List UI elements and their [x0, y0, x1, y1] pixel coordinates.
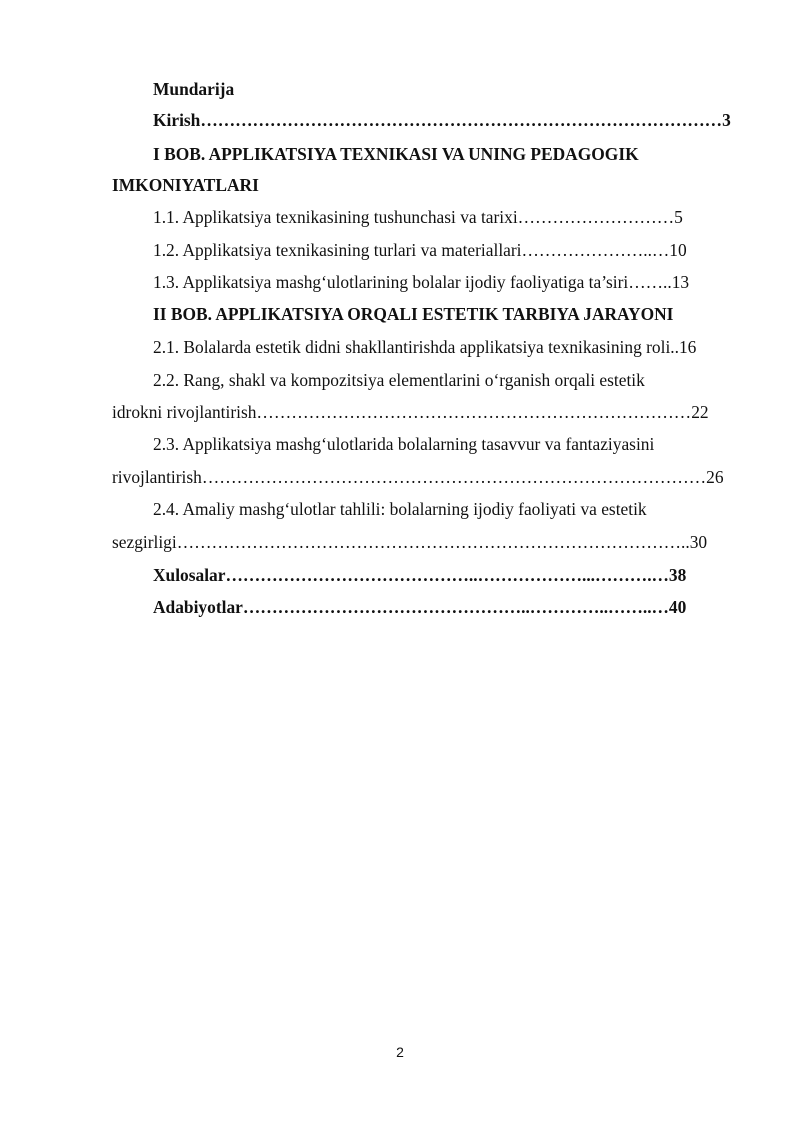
toc-entry-section-2-2: 2.2. Rang, shakl va kompozitsiya elementlarini o‘rganish orqali estetik [153, 370, 645, 390]
toc-entry-adabiyotlar: Adabiyotlar…………………………………………..…………..……..…40 [153, 597, 687, 617]
toc-entry-section-2-3: 2.3. Applikatsiya mashg‘ulotlarida bolalarning tasavvur va fantaziyasini [153, 434, 655, 454]
toc-entry-chapter-1-continued: IMKONIYATLARI [112, 175, 259, 195]
toc-heading: Mundarija [153, 79, 235, 99]
toc-entry-chapter-1: I BOB. APPLIKATSIYA TEXNIKASI VA UNING PEDAGOGIK [153, 144, 639, 164]
toc-entry-section-1-3: 1.3. Applikatsiya mashg‘ulotlarining bolalar ijodiy faoliyatiga ta’siri……..13 [153, 272, 690, 292]
toc-entry-section-2-4-continued: sezgirligi……………………………………………………………………………..30 [112, 532, 708, 552]
toc-entry-section-2-4: 2.4. Amaliy mashg‘ulotlar tahlili: bolalarning ijodiy faoliyati va estetik [153, 499, 647, 519]
toc-entry-xulosalar: Xulosalar……………………………………..………………...……….…38 [153, 565, 687, 585]
page-number: 2 [396, 1044, 404, 1060]
toc-entry-section-1-2: 1.2. Applikatsiya texnikasining turlari va materiallari…………………..…10 [153, 240, 687, 260]
toc-entry-section-2-1: 2.1. Bolalarda estetik didni shakllantirishda applikatsiya texnikasining roli..16 [153, 337, 697, 357]
toc-entry-section-2-3-continued: rivojlantirish……………………………………………………………………………26 [112, 467, 724, 487]
toc-entry-kirish: Kirish………………………………………………………………………………3 [153, 110, 731, 130]
toc-entry-section-1-1: 1.1. Applikatsiya texnikasining tushunchasi va tarixi………………………5 [153, 207, 683, 227]
toc-entry-section-2-2-continued: idrokni rivojlantirish…………………………………………………………………22 [112, 402, 709, 422]
toc-entry-chapter-2: II BOB. APPLIKATSIYA ORQALI ESTETIK TARBIYA JARAYONI [153, 304, 674, 324]
